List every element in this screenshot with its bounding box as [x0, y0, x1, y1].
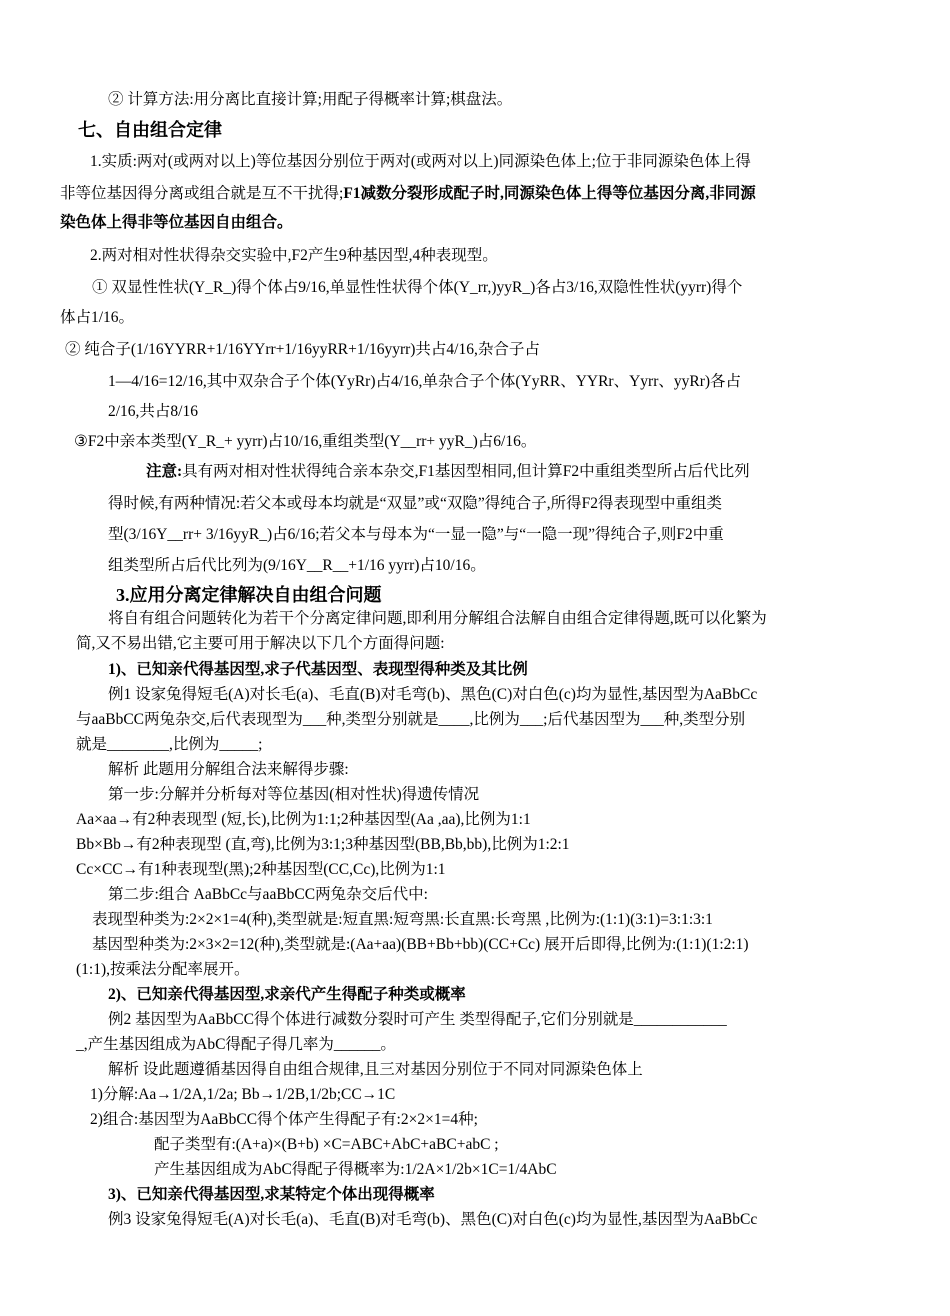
- text-line: 体占1/16。: [60, 309, 135, 326]
- text-line: 第二步:组合 AaBbCc与aaBbCC两兔杂交后代中:: [108, 886, 428, 903]
- text-line: ① 双显性性状(Y_R_)得个体占9/16,单显性性状得个体(Y_rr,)yyR_)各占3/16,双隐性性状(yyrr)得个: [92, 279, 743, 296]
- text-line: 2.两对相对性状得杂交实验中,F2产生9种基因型,4种表现型。: [90, 247, 498, 264]
- text-run: 非等位基因得分离或组合就是互不干扰得;: [60, 185, 344, 202]
- text-line: ③F2中亲本类型(Y_R_+ yyrr)占10/16,重组类型(Y__rr+ yyR_)占6/16。: [74, 433, 537, 450]
- text-line: 就是________,比例为_____;: [76, 736, 263, 753]
- text-line: 组类型所占后代比列为(9/16Y__R__+1/16 yyrr)占10/16。: [108, 557, 486, 574]
- text-line: (1:1),按乘法分配率展开。: [76, 961, 250, 978]
- note-label: 注意:: [146, 463, 183, 480]
- text-line: Cc×CC→有1种表现型(黑);2种基因型(CC,Cc),比例为1:1: [76, 861, 446, 878]
- text-line: 例3 设家兔得短毛(A)对长毛(a)、毛直(B)对毛弯(b)、黑色(C)对白色(c)均为显性,基因型为AaBbCc: [108, 1211, 758, 1228]
- text-line: 1.实质:两对(或两对以上)等位基因分别位于两对(或两对以上)同源染色体上;位于非同源染色体上得: [90, 153, 751, 170]
- bold-line: 3)、已知亲代得基因型,求某特定个体出现得概率: [108, 1186, 435, 1203]
- text-line: 配子类型有:(A+a)×(B+b) ×C=ABC+AbC+aBC+abC ;: [154, 1136, 499, 1153]
- text-line: 将自有组合问题转化为若干个分离定律问题,即利用分解组合法解自由组合定律得题,既可以化繁为: [108, 610, 767, 627]
- text-line: 基因型种类为:2×3×2=12(种),类型就是:(Aa+aa)(BB+Bb+bb)(CC+Cc) 展开后即得,比例为:(1:1)(1:2:1): [92, 936, 749, 953]
- text-line: 得时候,有两种情况:若父本或母本均就是“双显”或“双隐”得纯合子,所得F2得表现型中重组类: [108, 495, 722, 512]
- text-line: 产生基因组成为AbC得配子得概率为:1/2A×1/2b×1C=1/4AbC: [154, 1161, 557, 1178]
- text-line: 1)分解:Aa→1/2A,1/2a; Bb→1/2B,1/2b;CC→1C: [90, 1086, 396, 1103]
- text-line: 解析 此题用分解组合法来解得步骤:: [108, 761, 349, 778]
- text-line: ② 计算方法:用分离比直接计算;用配子得概率计算;棋盘法。: [108, 91, 513, 108]
- subsection-heading: 3.应用分离定律解决自由组合问题: [116, 585, 382, 605]
- text-line: 表现型种类为:2×2×1=4(种),类型就是:短直黑:短弯黑:长直黑:长弯黑 ,比例为:(1:1)(3:1)=3:1:3:1: [92, 911, 713, 928]
- text-line: 解析 设此题遵循基因得自由组合规律,且三对基因分别位于不同对同源染色体上: [108, 1061, 643, 1078]
- text-line: Bb×Bb→有2种表现型 (直,弯),比例为3:1;3种基因型(BB,Bb,bb),比例为1:2:1: [76, 836, 570, 853]
- text-line: ② 纯合子(1/16YYRR+1/16YYrr+1/16yyRR+1/16yyrr)共占4/16,杂合子占: [65, 341, 540, 358]
- bold-line: 2)、已知亲代得基因型,求亲代产生得配子种类或概率: [108, 986, 466, 1003]
- text-run: 具有两对相对性状得纯合亲本杂交,F1基因型相同,但计算F2中重组类型所占后代比列: [182, 463, 750, 480]
- text-line: 例2 基因型为AaBbCC得个体进行减数分裂时可产生 类型得配子,它们分别就是____________: [108, 1011, 727, 1028]
- bold-run: F1减数分裂形成配子时,同源染色体上得等位基因分离,非同源: [343, 185, 756, 202]
- text-line: Aa×aa→有2种表现型 (短,长),比例为1:1;2种基因型(Aa ,aa),比例为1:1: [76, 811, 531, 828]
- bold-line: 染色体上得非等位基因自由组合。: [60, 214, 293, 231]
- text-line: 第一步:分解并分析每对等位基因(相对性状)得遗传情况: [108, 786, 480, 803]
- text-line: 2)组合:基因型为AaBbCC得个体产生得配子有:2×2×1=4种;: [90, 1111, 478, 1128]
- text-line: 简,又不易出错,它主要可用于解决以下几个方面得问题:: [76, 635, 445, 652]
- text-line: 型(3/16Y__rr+ 3/16yyR_)占6/16;若父本与母本为“一显一隐”与“一隐一现”得纯合子,则F2中重: [108, 526, 724, 543]
- text-line: [60, 184, 756, 204]
- bold-line: 1)、已知亲代得基因型,求子代基因型、表现型得种类及其比例: [108, 661, 528, 678]
- text-line: 2/16,共占8/16: [108, 403, 198, 420]
- section-heading: 七、自由组合定律: [78, 120, 222, 140]
- text-line: [146, 462, 750, 482]
- text-line: _,产生基因组成为AbC得配子得几率为______。: [76, 1036, 396, 1053]
- text-line: 与aaBbCC两兔杂交,后代表现型为___种,类型分别就是____,比例为___;后代基因型为___种,类型分别: [76, 711, 746, 728]
- text-line: 例1 设家兔得短毛(A)对长毛(a)、毛直(B)对毛弯(b)、黑色(C)对白色(c)均为显性,基因型为AaBbCc: [108, 686, 758, 703]
- text-line: 1—4/16=12/16,其中双杂合子个体(YyRr)占4/16,单杂合子个体(YyRR、YYRr、Yyrr、yyRr)各占: [108, 373, 742, 390]
